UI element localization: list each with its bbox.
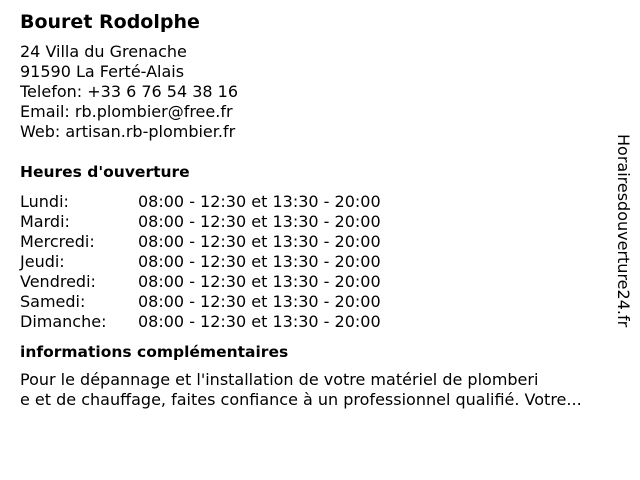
address-block: [20, 42, 620, 142]
hours-row-lundi: [20, 192, 620, 212]
business-card: [20, 10, 620, 410]
hours-row-vendredi: [20, 272, 620, 292]
website: Web: artisan.rb-plombier.fr: [20, 122, 236, 141]
info-line: Pour le dépannage et l'installation de votre matériel de plomberi: [20, 370, 539, 389]
info-description: [20, 370, 630, 410]
email-address: Email: rb.plombier@free.fr: [20, 102, 233, 121]
street-address: 24 Villa du Grenache: [20, 42, 187, 61]
info-heading: informations complémentaires: [20, 343, 289, 361]
hours-table: [20, 192, 620, 332]
day-hours: 08:00 - 12:30 et 13:30 - 20:00: [138, 232, 381, 251]
day-label: Vendredi:: [20, 272, 96, 291]
hours-row-dimanche: [20, 312, 620, 332]
day-hours: 08:00 - 12:30 et 13:30 - 20:00: [138, 312, 381, 331]
city-address: 91590 La Ferté-Alais: [20, 62, 185, 81]
day-hours: 08:00 - 12:30 et 13:30 - 20:00: [138, 292, 381, 311]
phone-number: Telefon: +33 6 76 54 38 16: [20, 82, 239, 101]
day-label: Mardi:: [20, 212, 70, 231]
day-label: Mercredi:: [20, 232, 95, 251]
day-hours: 08:00 - 12:30 et 13:30 - 20:00: [138, 252, 381, 271]
day-hours: 08:00 - 12:30 et 13:30 - 20:00: [138, 192, 381, 211]
hours-row-mardi: [20, 212, 620, 232]
day-label: Lundi:: [20, 192, 69, 211]
site-watermark: Horairesdouverture24.fr: [614, 134, 633, 328]
day-label: Jeudi:: [20, 252, 65, 271]
hours-row-mercredi: [20, 232, 620, 252]
hours-row-jeudi: [20, 252, 620, 272]
business-name: Bouret Rodolphe: [20, 11, 200, 33]
day-hours: 08:00 - 12:30 et 13:30 - 20:00: [138, 212, 381, 231]
day-label: Dimanche:: [20, 312, 107, 331]
day-label: Samedi:: [20, 292, 86, 311]
day-hours: 08:00 - 12:30 et 13:30 - 20:00: [138, 272, 381, 291]
info-line: e et de chauffage, faites confiance à un professionnel qualifié. Votre...: [20, 390, 582, 409]
hours-row-samedi: [20, 292, 620, 312]
hours-heading: Heures d'ouverture: [20, 163, 190, 181]
